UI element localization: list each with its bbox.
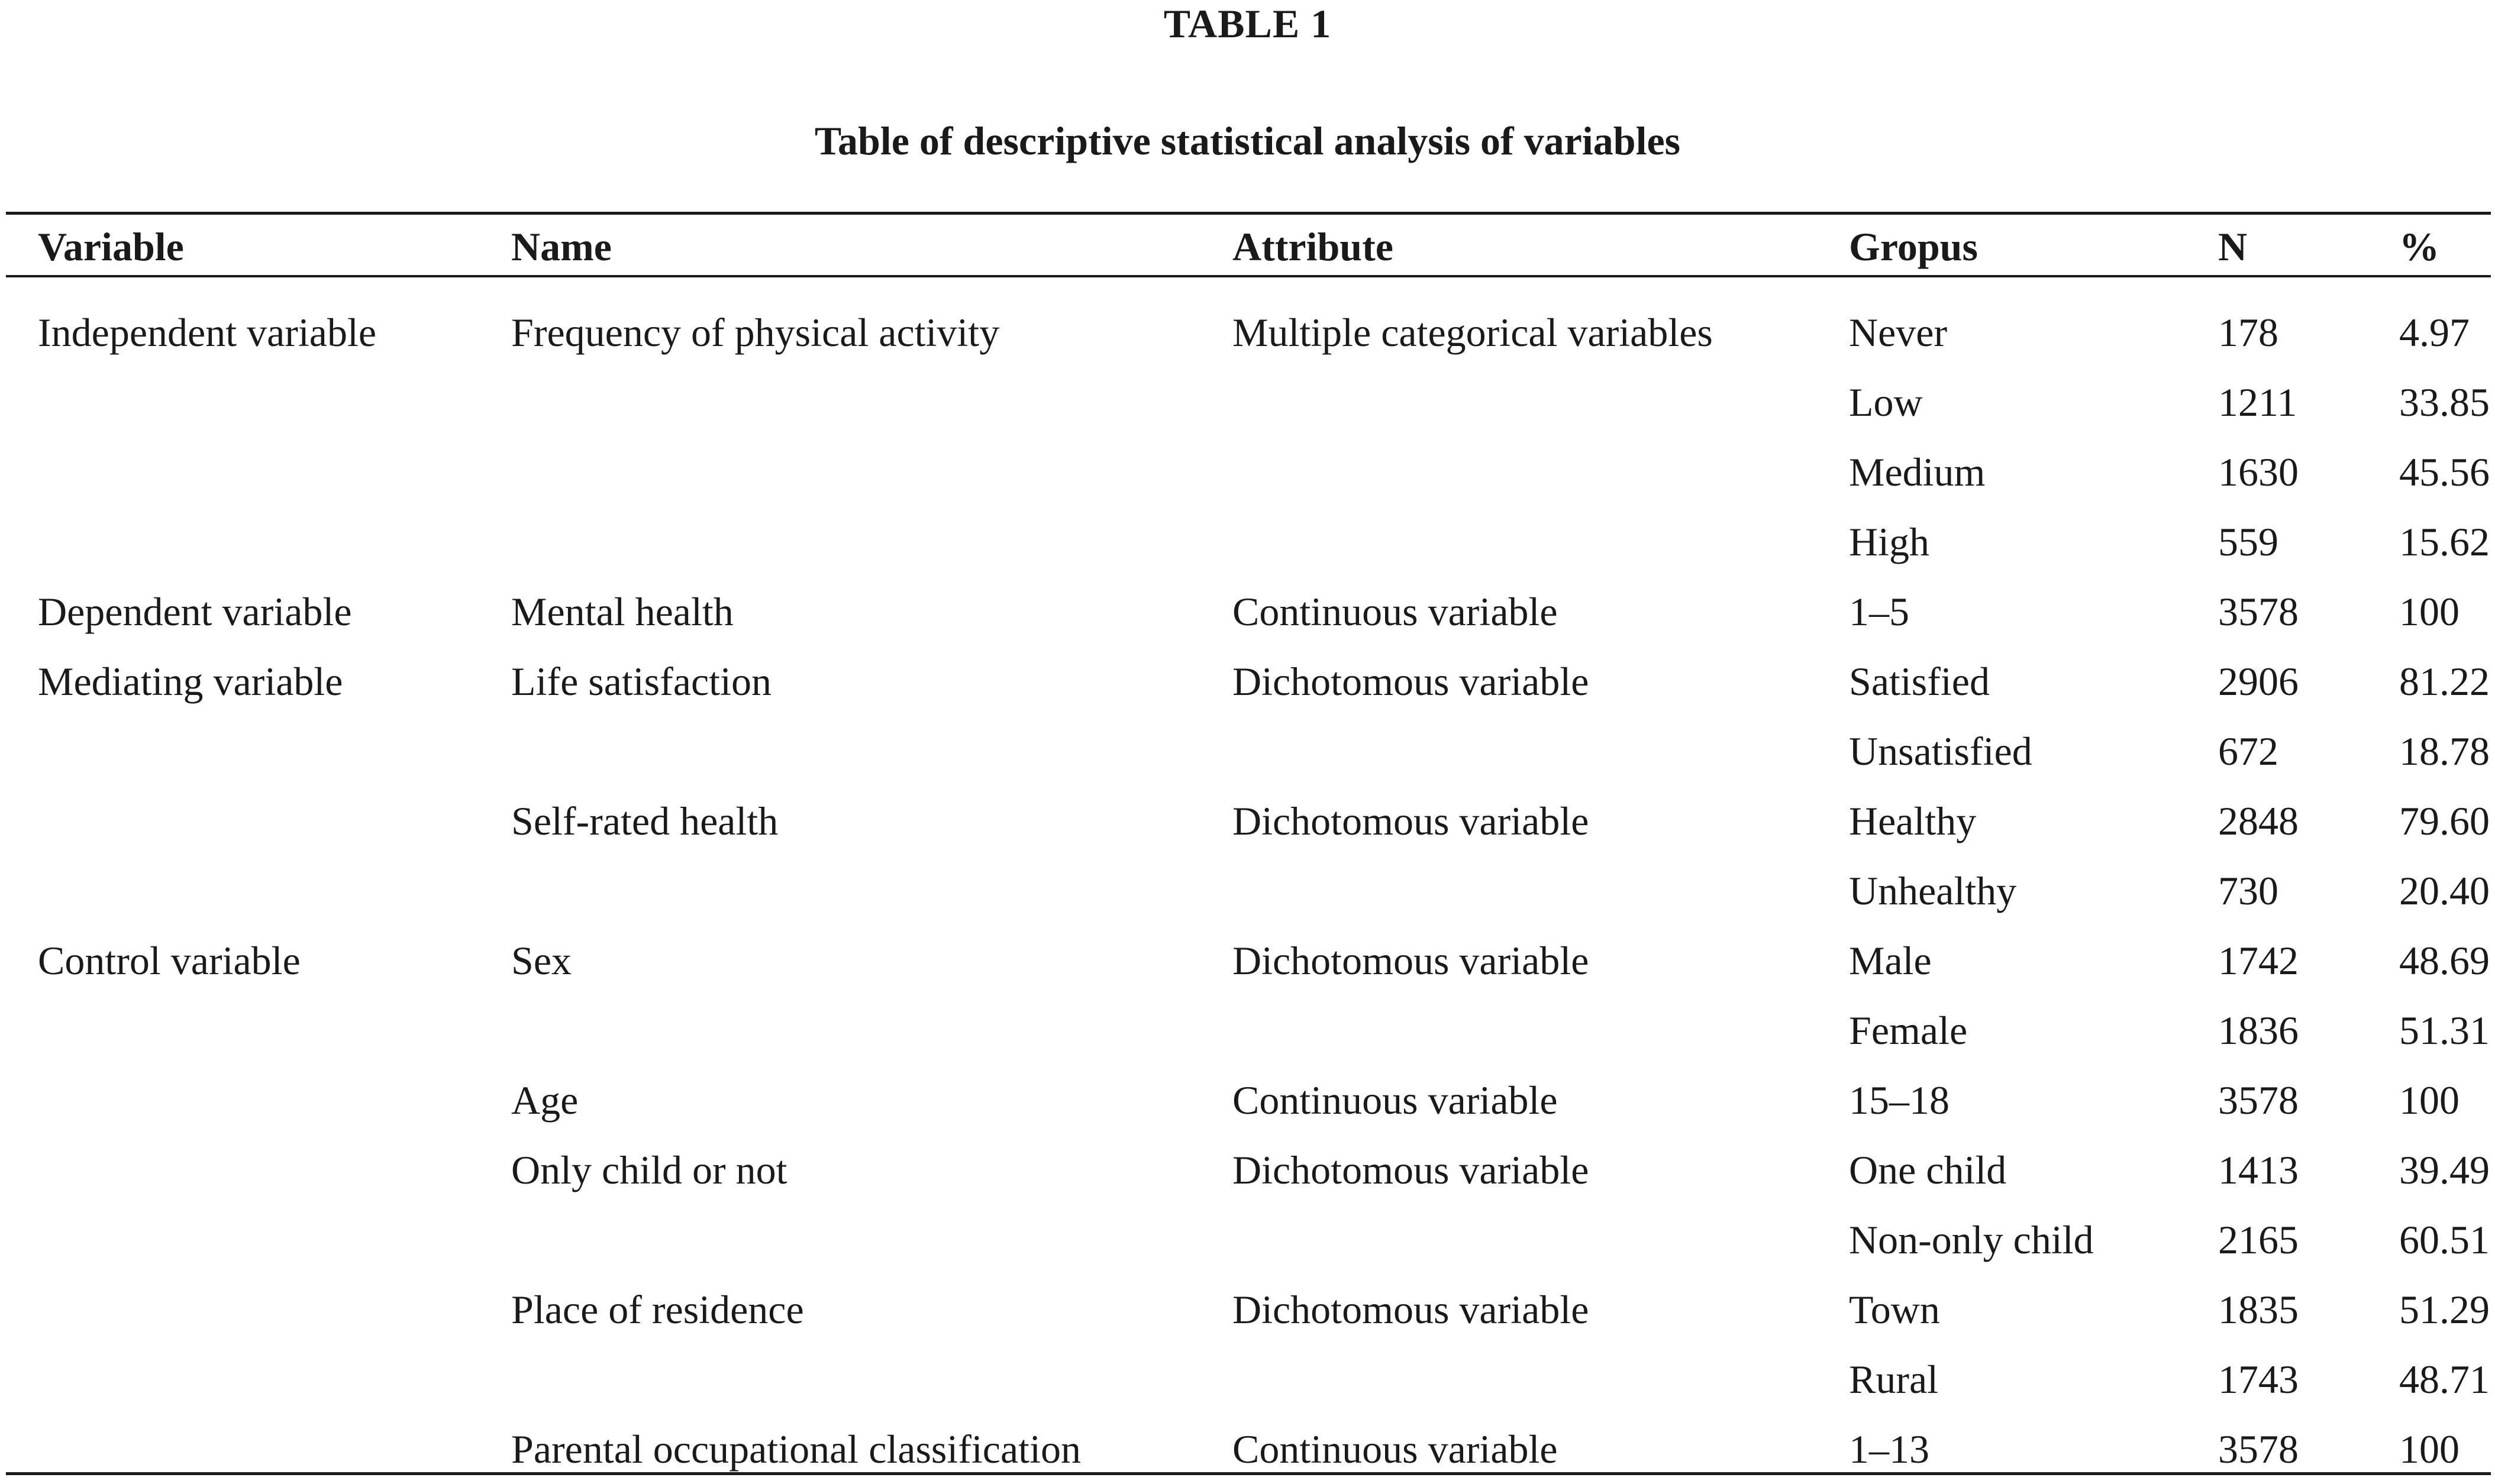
cell-percent: 100 bbox=[2399, 1427, 2460, 1472]
cell-name: Parental occupational classification bbox=[511, 1427, 1081, 1472]
cell-n: 3578 bbox=[2218, 1078, 2299, 1123]
cell-percent: 60.51 bbox=[2399, 1217, 2490, 1262]
cell-percent: 51.29 bbox=[2399, 1287, 2490, 1332]
table-row bbox=[0, 856, 2495, 926]
cell-group: Rural bbox=[1849, 1357, 1939, 1402]
table-row bbox=[0, 1065, 2495, 1135]
table-caption: Table of descriptive statistical analysis of variables bbox=[814, 118, 1681, 163]
table-row bbox=[0, 716, 2495, 786]
table-row bbox=[0, 786, 2495, 856]
cell-variable: Independent variable bbox=[38, 310, 377, 355]
header-groups: Gropus bbox=[1849, 224, 1978, 269]
header-variable: Variable bbox=[38, 224, 184, 269]
header-attribute: Attribute bbox=[1232, 224, 1393, 269]
cell-n: 1630 bbox=[2218, 450, 2299, 494]
table-row bbox=[0, 1205, 2495, 1275]
cell-attribute: Continuous variable bbox=[1232, 1427, 1558, 1472]
cell-group: Unhealthy bbox=[1849, 868, 2017, 913]
cell-group: Medium bbox=[1849, 450, 1986, 494]
cell-attribute: Dichotomous variable bbox=[1232, 1287, 1589, 1332]
cell-group: 1–13 bbox=[1849, 1427, 1929, 1472]
cell-percent: 51.31 bbox=[2399, 1008, 2490, 1053]
table-row bbox=[0, 1135, 2495, 1205]
table-row bbox=[0, 577, 2495, 646]
cell-n: 3578 bbox=[2218, 1427, 2299, 1472]
cell-n: 2848 bbox=[2218, 798, 2299, 843]
cell-group: 1–5 bbox=[1849, 589, 1909, 634]
table-row bbox=[0, 995, 2495, 1065]
cell-name: Frequency of physical activity bbox=[511, 310, 1000, 355]
cell-attribute: Continuous variable bbox=[1232, 589, 1558, 634]
header-n: N bbox=[2218, 224, 2248, 269]
cell-attribute: Dichotomous variable bbox=[1232, 798, 1589, 843]
cell-n: 1743 bbox=[2218, 1357, 2299, 1402]
cell-percent: 39.49 bbox=[2399, 1147, 2490, 1192]
cell-group: High bbox=[1849, 519, 1929, 564]
table-row bbox=[0, 926, 2495, 995]
cell-group: Satisfied bbox=[1849, 659, 1990, 704]
cell-variable: Mediating variable bbox=[38, 659, 343, 704]
cell-variable: Dependent variable bbox=[38, 589, 352, 634]
cell-attribute: Dichotomous variable bbox=[1232, 1147, 1589, 1192]
cell-percent: 100 bbox=[2399, 1078, 2460, 1123]
cell-percent: 45.56 bbox=[2399, 450, 2490, 494]
cell-percent: 4.97 bbox=[2399, 310, 2470, 355]
cell-name: Place of residence bbox=[511, 1287, 804, 1332]
cell-name: Only child or not bbox=[511, 1147, 787, 1192]
cell-n: 559 bbox=[2218, 519, 2278, 564]
table-row bbox=[0, 646, 2495, 716]
cell-n: 1835 bbox=[2218, 1287, 2299, 1332]
header-rule bbox=[6, 275, 2491, 277]
cell-percent: 79.60 bbox=[2399, 798, 2490, 843]
bottom-rule bbox=[6, 1472, 2491, 1475]
cell-group: Never bbox=[1849, 310, 1948, 355]
cell-percent: 33.85 bbox=[2399, 380, 2490, 425]
cell-n: 1413 bbox=[2218, 1147, 2299, 1192]
cell-group: One child bbox=[1849, 1147, 2007, 1192]
cell-percent: 48.71 bbox=[2399, 1357, 2490, 1402]
header-name: Name bbox=[511, 224, 612, 269]
cell-n: 1836 bbox=[2218, 1008, 2299, 1053]
cell-group: Unsatisfied bbox=[1849, 729, 2032, 774]
cell-group: Healthy bbox=[1849, 798, 1977, 843]
cell-n: 672 bbox=[2218, 729, 2278, 774]
cell-variable: Control variable bbox=[38, 938, 301, 983]
cell-attribute: Multiple categorical variables bbox=[1232, 310, 1713, 355]
table-row bbox=[0, 1344, 2495, 1414]
cell-name: Life satisfaction bbox=[511, 659, 772, 704]
cell-group: 15–18 bbox=[1849, 1078, 1949, 1123]
cell-name: Age bbox=[511, 1078, 579, 1123]
cell-percent: 15.62 bbox=[2399, 519, 2490, 564]
cell-attribute: Dichotomous variable bbox=[1232, 938, 1589, 983]
cell-percent: 48.69 bbox=[2399, 938, 2490, 983]
table-row bbox=[0, 298, 2495, 367]
cell-percent: 18.78 bbox=[2399, 729, 2490, 774]
cell-group: Male bbox=[1849, 938, 1932, 983]
header-percent: % bbox=[2399, 224, 2439, 269]
cell-group: Low bbox=[1849, 380, 1923, 425]
table-row bbox=[0, 437, 2495, 507]
cell-attribute: Dichotomous variable bbox=[1232, 659, 1589, 704]
cell-n: 3578 bbox=[2218, 589, 2299, 634]
cell-group: Female bbox=[1849, 1008, 1968, 1053]
table-row bbox=[0, 367, 2495, 437]
table-row bbox=[0, 1275, 2495, 1344]
cell-n: 730 bbox=[2218, 868, 2278, 913]
table-label: TABLE 1 bbox=[1163, 1, 1332, 46]
cell-n: 1742 bbox=[2218, 938, 2299, 983]
cell-n: 178 bbox=[2218, 310, 2278, 355]
cell-n: 2165 bbox=[2218, 1217, 2299, 1262]
cell-n: 1211 bbox=[2218, 380, 2297, 425]
cell-attribute: Continuous variable bbox=[1232, 1078, 1558, 1123]
cell-n: 2906 bbox=[2218, 659, 2299, 704]
cell-group: Non-only child bbox=[1849, 1217, 2094, 1262]
table-row bbox=[0, 507, 2495, 577]
cell-percent: 81.22 bbox=[2399, 659, 2490, 704]
cell-name: Sex bbox=[511, 938, 572, 983]
cell-percent: 20.40 bbox=[2399, 868, 2490, 913]
cell-percent: 100 bbox=[2399, 589, 2460, 634]
cell-name: Mental health bbox=[511, 589, 734, 634]
cell-name: Self-rated health bbox=[511, 798, 779, 843]
header-row bbox=[0, 215, 2495, 275]
cell-group: Town bbox=[1849, 1287, 1940, 1332]
